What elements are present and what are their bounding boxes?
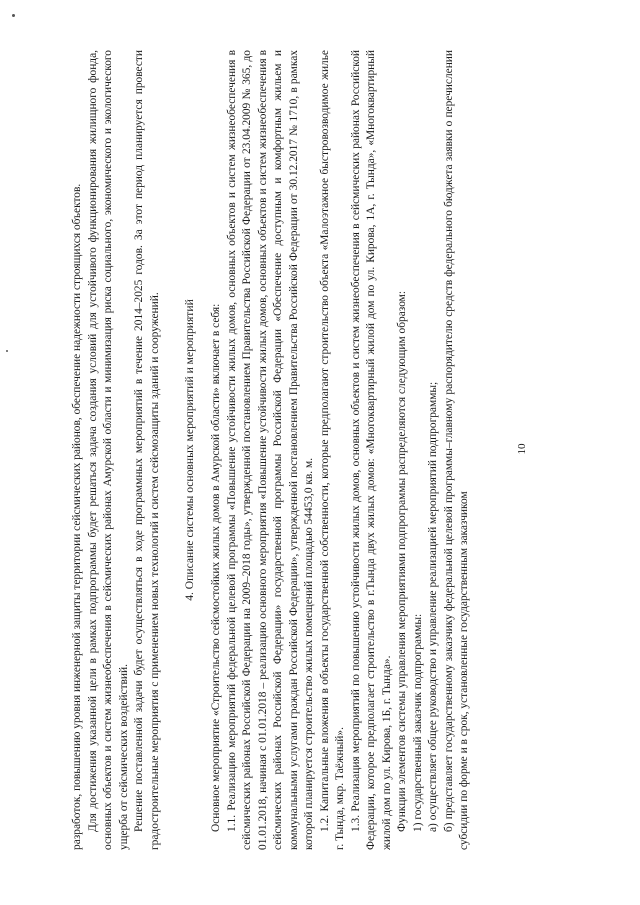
list-item: б) представляет государственному заказчику федеральной целевой программы–главному распорядителю средств федерального бюджета заявки о перечислении субсидии по форме и в срок, установленные государственным заказчиком xyxy=(442,50,470,850)
paragraph: 1.2. Капитальные вложения в объекты государственной собственности, которые предполагают строительство объекта «Малоэтажное быстровозводимое жилье г. Тында, мкр. Таёжный». xyxy=(318,50,346,850)
paragraph: Функции элементов системы управления мероприятиями подпрограммы распределяются следующим образом: xyxy=(396,290,408,832)
paragraph: Основное мероприятие «Строительство сейсмостойких жилых домов в Амурской области» включает в себя: xyxy=(210,303,222,832)
scan-speck xyxy=(6,350,8,352)
page-number: 10 xyxy=(516,443,528,455)
paragraph: Решение поставленной задачи будет осуществляться в ходе программных мероприятий в течение 2014–2025 годов. За этот период планируется провести градостроительные мероприятия с применением новых технологий и систем сейсмозащиты зданий и сооружений. xyxy=(133,50,161,850)
list-item: 1) государственный заказчик подпрограммы: xyxy=(411,613,424,832)
list-item: а) осуществляет общее руководство и управление реализацией мероприятий подпрограммы; xyxy=(427,381,439,832)
section-heading: 4. Описание системы основных мероприятий и мероприятий xyxy=(183,299,196,601)
scan-speck xyxy=(12,14,15,17)
document-body xyxy=(70,50,473,850)
paragraph: разработок, повышению уровня инженерной защиты территории сейсмических районов, обеспечение надежности строящихся объектов. xyxy=(71,183,83,850)
paragraph: Для достижения указанной цели в рамках подпрограммы будет решаться задача создания условий для устойчивого функционирования жилищного фонда, основных объектов и систем жизнеобеспечения в сейсмических районах Амурской области и минимизация риска социального, экономического и экологического ущерба от сейсмических воздействий. xyxy=(86,50,130,850)
paragraph: 1.3. Реализация мероприятий по повышению устойчивости жилых домов, основных объектов и систем жизнеобеспечения в сейсмических районах Российской Федерации, которое предполагает строительство в г.Тында двух жилых домов: «Многоквартирный жилой дом по ул. Кирова, 1А, г. Тында», «Многоквартирный жилой дом по ул. Кирова, 1Б, г. Тында». xyxy=(349,50,393,850)
rotated-page xyxy=(70,50,528,850)
paragraph: 1.1. Реализацию мероприятий федеральной целевой программы «Повышение устойчивости жилых домов, основных объектов и систем жизнеобеспечения в сейсмических районах Российской Федерации на 2009–2018 годы», утвержденной постановлением Правительства Российской Федерации от 23.04.2009 № 365, до 01.01.2018, начиная с 01.01.2018 – реализацию основного мероприятия «Повышение устойчивости жилых домов, основных объектов и систем жизнеобеспечения в сейсмических районах Российской Федерации» государственной программы Российской Федерации «Обеспечение доступным и комфортным жильем и коммунальными услугами граждан Российской Федерации», утвержденной постановлением Правительства Российской Федерации от 30.12.2017 № 1710, в рамках которой планируется строительство жилых помещений площадью 54453,0 кв. м. xyxy=(225,50,315,850)
